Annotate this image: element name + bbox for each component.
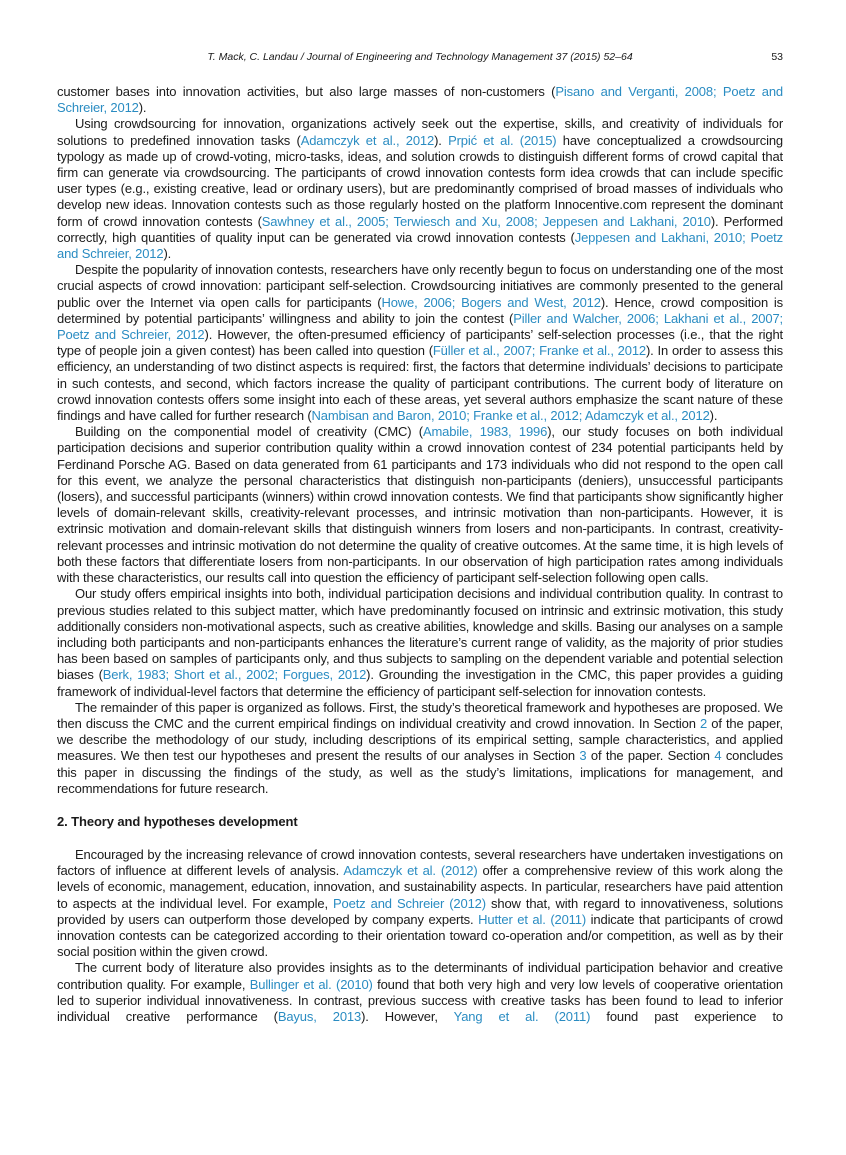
citation-link[interactable]: Füller et al., 2007; Franke et al., 2012 — [432, 343, 646, 359]
section-heading: 2. Theory and hypotheses development — [57, 813, 298, 829]
citation-link[interactable]: Prpić et al. (2015) — [448, 132, 557, 148]
citation-link[interactable]: Howe, 2006; Bogers and West, 2012 — [381, 294, 601, 310]
paragraph-text: ). Grounding the investigation in the CMC, this paper provides a guiding framework of individual-level factors that determine the efficiency of participant self-selection for innovation contests. — [57, 667, 783, 699]
paragraph-text: ). In order to assess this efficiency, an understanding of two distinct aspects is required: first, the factors that determine individuals’ decisions to participate in such contests, and second, which factors increase the quality of participant contributions. The current body of literature on crowd innovation contests offers some insight into each of these areas, yet several authors emphasize the scant nature of these findings and have called for further research ( — [57, 343, 783, 424]
citation-link[interactable]: Pisano and Verganti, 2008; Poetz and Schreier, 2012 — [57, 84, 783, 116]
paragraph — [57, 84, 783, 116]
citation-link[interactable]: 2 — [700, 715, 708, 731]
paragraph-text: Despite the popularity of innovation contests, researchers have only recently begun to focus on understanding one of the most crucial aspects of crowd innovation: participant self-selection. Crowdsourcing initiatives are commonly presented to the general public over the Internet via open calls for participants ( — [57, 262, 783, 310]
paragraph — [57, 116, 783, 262]
page-number: 53 — [771, 51, 783, 63]
citation-link[interactable]: Adamczyk et al. (2012) — [343, 863, 478, 879]
paragraph-text: ). — [138, 100, 147, 116]
citation-link[interactable]: Poetz and Schreier (2012) — [333, 895, 486, 911]
paragraph-text: offer a comprehensive review of this work along the levels of economic, management, education, innovation, and sustainability aspects. In particular, researchers have paid attention to aspects at the individual level. For example, — [57, 863, 783, 911]
paragraph-text: of the paper, we describe the methodology of our study, including descriptions of its empirical setting, sample characteristics, and applied measures. We then test our hypotheses and present the results of our analyses in Section — [57, 715, 783, 764]
article-body — [57, 84, 783, 1025]
paragraph-text: ). — [709, 408, 718, 424]
citation-link[interactable]: Adamczyk et al., 2012 — [300, 132, 435, 148]
paragraph-text: ). — [434, 132, 449, 148]
paragraph-text: ). Hence, crowd composition is determined by potential participants’ willingness and ability to join the contest ( — [57, 294, 783, 326]
paragraph-text: indicate that participants of crowd innovation contests can be categorized according to their orientation toward co-operation and/or competition, as well as by their social position within the given crowd. — [57, 911, 784, 960]
paragraph-text: have conceptualized a crowdsourcing typology as made up of crowd-voting, micro-tasks, ideas, and solution crowds to distinguish different forms of crowd capital that firm can generate via crowdsourcing. The participants of crowd innovation contests form idea crowds that can include specific user types (e.g., existing creative, lead or ordinary users), but are predominantly comprised of broad masses of individuals who develop new ideas. Innovation contests such as those regularly hosted on the platform Innocentive.com represent the dominant form of crowd innovation contests ( — [57, 132, 783, 229]
paragraph-text: concludes this paper in discussing the findings of the study, as well as the study’s limitations, implications for management, and recommendations for future research. — [57, 748, 784, 796]
paragraph-text: of the paper. Section — [586, 748, 715, 764]
paragraph-text: show that, with regard to innovativeness, solutions provided by users can outperform those developed by company experts. — [57, 895, 783, 927]
paragraph-text: found past experience to — [590, 1008, 784, 1024]
citation-link[interactable]: Sawhney et al., 2005; Terwiesch and Xu, 2008; Jeppesen and Lakhani, 2010 — [261, 213, 711, 229]
section-2-paragraphs — [57, 847, 783, 1025]
citation-link[interactable]: Jeppesen and Lakhani, 2010; Poetz and Schreier, 2012 — [57, 229, 783, 262]
paragraph — [57, 586, 783, 699]
introduction-paragraphs — [57, 84, 783, 797]
citation-link[interactable]: Amabile, 1983, 1996 — [422, 424, 548, 440]
paragraph — [57, 700, 783, 797]
citation-link[interactable]: Berk, 1983; Short et al., 2002; Forgues, 2012 — [102, 667, 367, 683]
citation-link[interactable]: Bayus, 2013 — [277, 1008, 362, 1024]
paragraph-text: The remainder of this paper is organized as follows. First, the study’s theoretical framework and hypotheses are proposed. We then discuss the CMC and the current empirical findings on individual creativity and crowd innovation. In Section — [57, 699, 783, 731]
paragraph-text: customer bases into innovation activities, but also large masses of non-customers ( — [57, 84, 556, 99]
paragraph-text: ). — [163, 246, 172, 262]
citation-link[interactable]: 4 — [714, 748, 722, 764]
paragraph — [57, 847, 783, 960]
paragraph-text: The current body of literature also provides insights as to the determinants of individual participation behavior and creative contribution quality. For example, — [57, 960, 783, 992]
citation-link[interactable]: Piller and Walcher, 2006; Lakhani et al., 2007; Poetz and Schreier, 2012 — [57, 310, 783, 343]
paragraph-text: Encouraged by the increasing relevance of crowd innovation contests, several researchers have undertaken investigations on factors of influence at different levels of analysis. — [57, 846, 783, 879]
paragraph-text: ). However, the often-presumed efficiency of participants’ self-selection processes (i.e., that the right type of people join a given contest) has been called into question ( — [57, 327, 783, 359]
citation-link[interactable]: Bullinger et al. (2010) — [249, 976, 373, 992]
paragraph-text: ), our study focuses on both individual participation decisions and superior contribution quality within a crowd innovation contest of 234 potential participants held by Ferdinand Porsche AG. Based on data generated from 61 participants and 173 individuals who did not respond to the open call for this event, we analyze the personal characteristics that distinguish non-participants (deniers), unsuccessful participants (losers), and successful participants (winners) within crowd innovation contests. We find that participants show significantly higher levels of domain-relevant skills, creativity-relevant processes, and intrinsic motivation than non-participants. However, it is extrinsic motivation and domain-relevant skills that distinguish winners from losers and non-participants. In contrast, creativity-relevant processes and intrinsic motivation do not determine the quality of creative outcomes. At the same time, it is high levels of both these factors that differentiate losers from non-participants. In our observation of high participation rates among individuals with these characteristics, our results call into question the efficiency of participant self-selection following open calls. — [57, 424, 783, 586]
paragraph — [57, 262, 783, 424]
citation-link[interactable]: Yang et al. (2011) — [453, 1008, 591, 1024]
paragraph-text: Our study offers empirical insights into both, individual participation decisions and individual contribution quality. In contrast to previous studies related to this subject matter, which have predominantly focused on intrinsic and extrinsic motivation, this study additionally considers non-motivational aspects, such as creative abilities, knowledge and skills. Basing our analyses on a sample including both participants and non-participants enhances the literature’s current range of validity, as the majority of prior studies has been based on samples of participants only, and thus subjects to sampling on the dependent variable and potential selection biases ( — [57, 586, 783, 683]
paragraph-text: found that both very high and very low levels of cooperative orientation led to superior individual innovativeness. In contrast, previous success with creative tasks has been found to lead to inferior individual creative performance ( — [57, 976, 783, 1024]
citation-link[interactable]: Nambisan and Baron, 2010; Franke et al., 2012; Adamczyk et al., 2012 — [311, 408, 710, 424]
running-header — [57, 51, 783, 67]
paragraph-text: Building on the componential model of creativity (CMC) ( — [75, 424, 423, 440]
citation-link[interactable]: 3 — [579, 748, 587, 764]
paragraph — [57, 960, 783, 1025]
citation-link[interactable]: Hutter et al. (2011) — [478, 911, 587, 927]
paragraph-text: Using crowdsourcing for innovation, organizations actively seek out the expertise, skills, and creativity of individuals for solutions to predefined innovation tasks ( — [57, 116, 783, 148]
running-title: T. Mack, C. Landau / Journal of Engineering and Technology Management 37 (2015) 52–64 — [207, 51, 633, 63]
paragraph-text: ). However, — [361, 1008, 454, 1024]
paragraph-text: ). Performed correctly, high quantities of quality input can be generated via crowd innovation contests ( — [57, 213, 783, 245]
paragraph — [57, 424, 783, 586]
